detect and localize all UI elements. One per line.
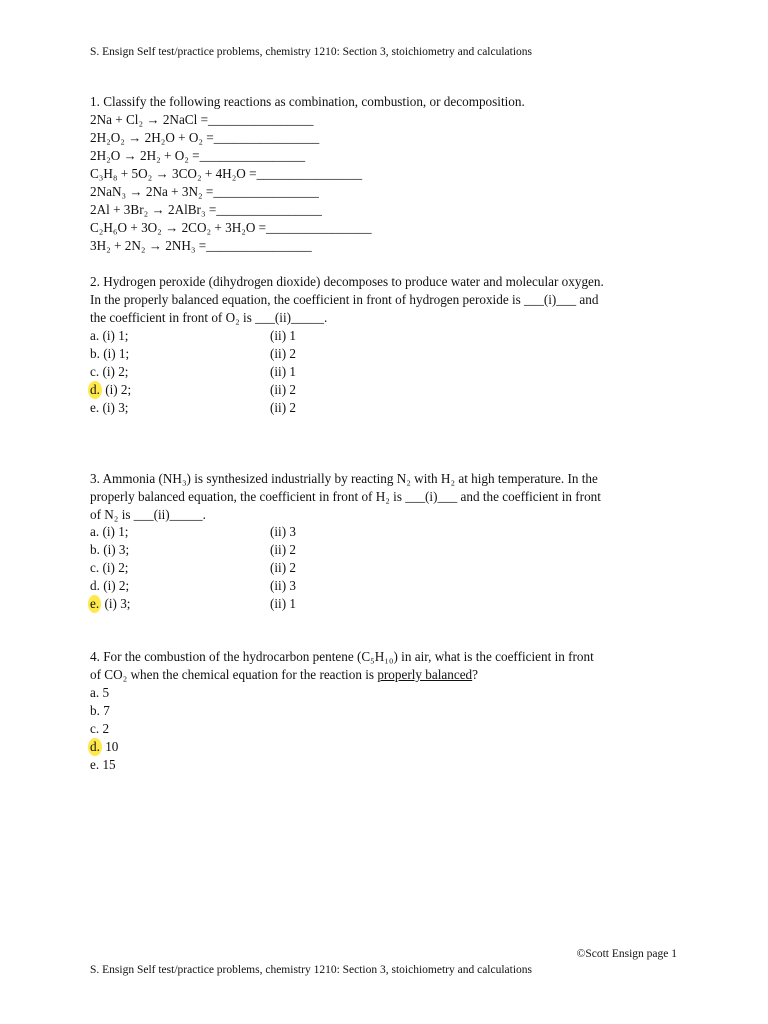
q4-option-d: d. 10 — [90, 739, 119, 754]
page-credit: ©Scott Ensign page 1 — [576, 948, 677, 960]
page-header: S. Ensign Self test/practice problems, chemistry 1210: Section 3, stoichiometry and calculations — [90, 46, 533, 58]
q4-text-line-2: of CO₂ when the chemical equation for the reaction is properly balanced? — [90, 667, 479, 682]
q3-option-d: d. (i) 2; (ii) 3 — [90, 578, 297, 593]
q1-reaction-5: 2NaN₃ → 2Na + 3N₂ =________________ — [90, 184, 319, 199]
answer-blank: ________________ — [213, 184, 319, 199]
q1-reaction-8: 3H₂ + 2N₂ → 2NH₃ =________________ — [90, 238, 312, 253]
q1-reaction-7: C₂H₆O + 3O₂ → 2CO₂ + 3H₂O =________________ — [90, 220, 372, 235]
underlined-text: properly balanced — [377, 667, 473, 682]
answer-blank: ________________ — [208, 112, 314, 127]
answer-blank: ________________ — [213, 130, 320, 145]
q2-option-b: b. (i) 1; (ii) 2 — [90, 346, 297, 361]
q3-option-b: b. (i) 3; (ii) 2 — [90, 542, 297, 557]
answer-blank: ________________ — [199, 148, 306, 163]
q1-reaction-4: C₃H₈ + 5O₂ → 3CO₂ + 4H₂O =________________ — [90, 166, 363, 181]
page-footer-header: S. Ensign Self test/practice problems, chemistry 1210: Section 3, stoichiometry and calculations — [90, 964, 533, 976]
answer-blank: ________________ — [206, 238, 312, 253]
q4-option-b: b. 7 — [90, 703, 110, 718]
q2-option-c: c. (i) 2; (ii) 1 — [90, 364, 297, 379]
answer-blank: ________________ — [216, 202, 322, 217]
q1-reaction-2: 2H₂O₂ → 2H₂O + O₂ =________________ — [90, 130, 320, 145]
q1-reaction-6: 2Al + 3Br₂ → 2AlBr₃ =________________ — [90, 202, 322, 217]
q2-text-line-3: the coefficient in front of O₂ is ___(ii)_____. — [90, 310, 328, 325]
q2-text-line-2: In the properly balanced equation, the coefficient in front of hydrogen peroxide is ___(i)___ and — [90, 292, 599, 307]
answer-blank: ________________ — [266, 220, 372, 235]
q3-text-line-3: of N₂ is ___(ii)_____. — [90, 507, 206, 522]
q2-text-line-1: 2. Hydrogen peroxide (dihydrogen dioxide) decomposes to produce water and molecular oxygen. — [90, 274, 604, 289]
answer-highlight: d. — [90, 382, 100, 397]
q3-option-a: a. (i) 1; (ii) 3 — [90, 524, 297, 539]
q2-option-d: d. (i) 2; (ii) 2 — [90, 382, 297, 397]
q3-option-c: c. (i) 2; (ii) 2 — [90, 560, 297, 575]
answer-blank: ________________ — [256, 166, 363, 181]
answer-highlight: d. — [90, 739, 100, 754]
q4-option-e: e. 15 — [90, 757, 116, 772]
q1-reaction-3: 2H₂O → 2H₂ + O₂ =________________ — [90, 148, 306, 163]
q3-text-line-1: 3. Ammonia (NH₃) is synthesized industrially by reacting N₂ with H₂ at high temperature. In the — [90, 471, 598, 486]
q4-option-a: a. 5 — [90, 685, 110, 700]
q4-option-c: c. 2 — [90, 721, 110, 736]
q1-reaction-1: 2Na + Cl₂ → 2NaCl =________________ — [90, 112, 314, 127]
q3-option-e: e. (i) 3; (ii) 1 — [90, 596, 297, 611]
answer-highlight: e. — [90, 596, 100, 611]
q2-option-e: e. (i) 3; (ii) 2 — [90, 400, 297, 415]
q4-text-line-1: 4. For the combustion of the hydrocarbon pentene (C₅H₁₀) in air, what is the coefficient in front — [90, 649, 594, 664]
q2-option-a: a. (i) 1; (ii) 1 — [90, 328, 297, 343]
q1-prompt: 1. Classify the following reactions as combination, combustion, or decomposition. — [90, 94, 525, 109]
q3-text-line-2: properly balanced equation, the coefficient in front of H₂ is ___(i)___ and the coefficient in front — [90, 489, 601, 504]
